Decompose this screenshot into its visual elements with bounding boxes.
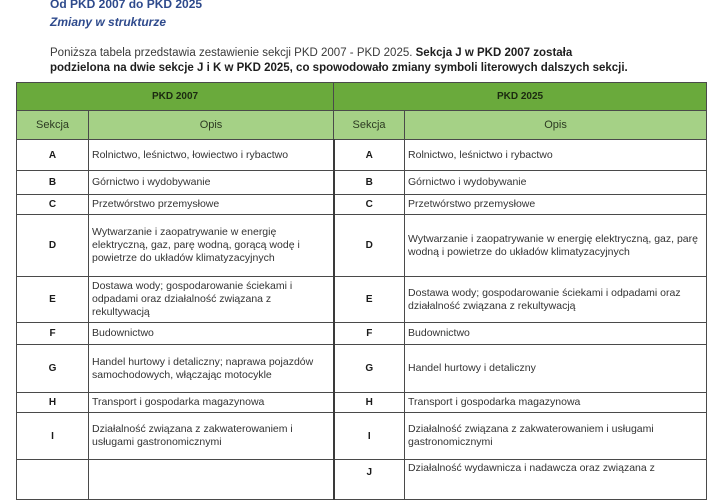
left-section-desc: Przetwórstwo przemysłowe: [89, 195, 334, 215]
intro-bold-line1: Sekcja J w PKD 2007 została: [415, 47, 573, 59]
column-header-row: [17, 111, 707, 140]
table-row: [17, 393, 707, 413]
table-row: [17, 460, 707, 500]
pkd-2025-header: PKD 2025: [334, 83, 707, 111]
table-row: [17, 323, 707, 345]
left-section-code: E: [17, 277, 89, 323]
left-section-desc: Wytwarzanie i zaopatrywanie w energię elektryczną, gaz, parę wodną, gorącą wodę i powietrze do układów klimatyzacyjnych: [89, 215, 334, 277]
right-section-code: D: [334, 215, 405, 277]
left-section-desc: Działalność związana z zakwaterowaniem i usługami gastronomicznymi: [89, 413, 334, 460]
right-section-code: J: [334, 460, 405, 500]
pkd-2007-header: PKD 2007: [17, 83, 334, 111]
left-section-desc: Rolnictwo, leśnictwo, łowiectwo i rybactwo: [89, 140, 334, 171]
right-sekcja-header: Sekcja: [334, 111, 405, 140]
intro-text: Poniższa tabela przedstawia zestawienie sekcji PKD 2007 - PKD 2025.: [50, 47, 416, 59]
pkd-comparison-table: [16, 82, 707, 500]
right-section-code: B: [334, 171, 405, 195]
right-section-code: A: [334, 140, 405, 171]
right-section-desc: Rolnictwo, leśnictwo i rybactwo: [405, 140, 707, 171]
left-section-desc: [89, 460, 334, 500]
right-section-desc: Górnictwo i wydobywanie: [405, 171, 707, 195]
left-section-code: B: [17, 171, 89, 195]
right-opis-header: Opis: [405, 111, 707, 140]
right-section-code: F: [334, 323, 405, 345]
right-section-code: I: [334, 413, 405, 460]
table-row: [17, 413, 707, 460]
table-row: [17, 140, 707, 171]
group-header-row: [17, 83, 707, 111]
right-section-desc: Handel hurtowy i detaliczny: [405, 345, 707, 393]
left-section-desc: Budownictwo: [89, 323, 334, 345]
table-row: [17, 171, 707, 195]
left-section-code: D: [17, 215, 89, 277]
right-section-code: C: [334, 195, 405, 215]
left-opis-header: Opis: [89, 111, 334, 140]
left-section-code: I: [17, 413, 89, 460]
left-section-code: C: [17, 195, 89, 215]
right-section-desc: Przetwórstwo przemysłowe: [405, 195, 707, 215]
table-row: [17, 345, 707, 393]
left-section-code: H: [17, 393, 89, 413]
right-section-code: E: [334, 277, 405, 323]
table-row: [17, 215, 707, 277]
right-section-desc: Działalność związana z zakwaterowaniem i usługami gastronomicznymi: [405, 413, 707, 460]
table-row: [17, 195, 707, 215]
right-section-code: G: [334, 345, 405, 393]
left-section-code: F: [17, 323, 89, 345]
right-section-desc: Wytwarzanie i zaopatrywanie w energię elektryczną, gaz, parę wodną i powietrze do układów klimatyzacyjnych: [405, 215, 707, 277]
left-sekcja-header: Sekcja: [17, 111, 89, 140]
intro-bold-line2: podzielona na dwie sekcje J i K w PKD 2025, co spowodowało zmiany symboli literowych dalszych sekcji.: [50, 62, 628, 74]
document-heading: Od PKD 2007 do PKD 2025: [50, 0, 203, 11]
left-section-code: G: [17, 345, 89, 393]
left-section-desc: Górnictwo i wydobywanie: [89, 171, 334, 195]
left-section-desc: Dostawa wody; gospodarowanie ściekami i odpadami oraz działalność związana z rekultywacją: [89, 277, 334, 323]
left-section-desc: Transport i gospodarka magazynowa: [89, 393, 334, 413]
document-subheading: Zmiany w strukturze: [50, 15, 167, 29]
right-section-desc: Działalność wydawnicza i nadawcza oraz związana z: [405, 460, 707, 500]
intro-paragraph: [50, 46, 720, 76]
table-row: [17, 277, 707, 323]
left-section-desc: Handel hurtowy i detaliczny; naprawa pojazdów samochodowych, włączając motocykle: [89, 345, 334, 393]
right-section-desc: Budownictwo: [405, 323, 707, 345]
right-section-desc: Dostawa wody; gospodarowanie ściekami i odpadami oraz działalność związana z rekultywacją: [405, 277, 707, 323]
left-section-code: A: [17, 140, 89, 171]
left-section-code: [17, 460, 89, 500]
right-section-code: H: [334, 393, 405, 413]
right-section-desc: Transport i gospodarka magazynowa: [405, 393, 707, 413]
